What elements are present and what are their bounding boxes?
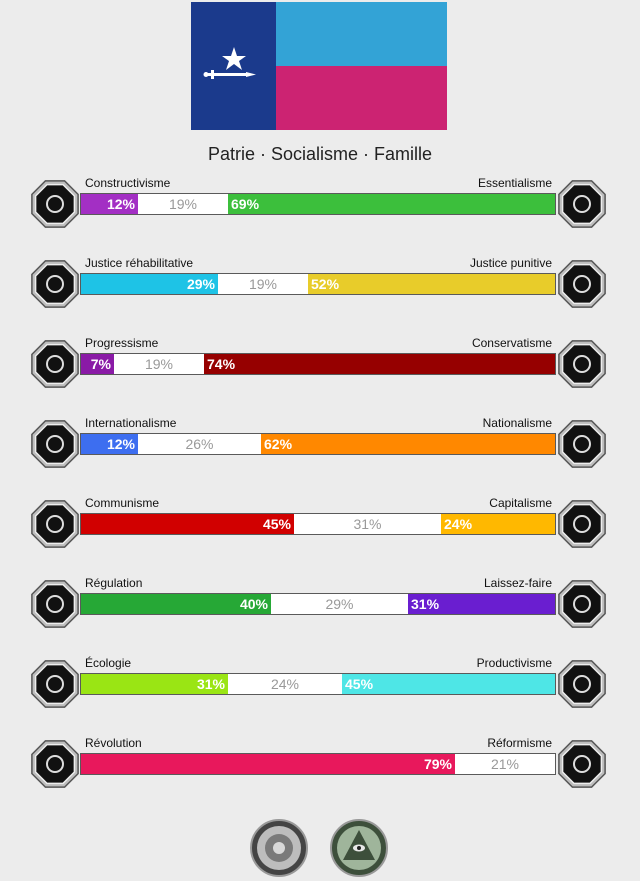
axis-row bbox=[0, 338, 640, 418]
axis-right-label: Capitalisme bbox=[489, 496, 552, 510]
axis-bar bbox=[80, 353, 556, 375]
compass-ruler-icon bbox=[29, 578, 81, 630]
silver-seal-icon bbox=[251, 820, 307, 876]
quill-icon bbox=[556, 338, 608, 390]
axis-bar bbox=[80, 193, 556, 215]
eye-pyramid-seal-icon bbox=[331, 820, 387, 876]
axis-left-label: Communisme bbox=[85, 496, 160, 510]
axis-right-segment: 24% bbox=[441, 514, 555, 534]
comet-icon bbox=[29, 338, 81, 390]
flower-icon bbox=[556, 178, 608, 230]
axis-right-label: Productivisme bbox=[476, 656, 552, 670]
ballot-icon bbox=[556, 738, 608, 790]
axis-bar bbox=[80, 513, 556, 535]
prison-bars-icon bbox=[556, 258, 608, 310]
axis-left-label: Révolution bbox=[85, 736, 142, 750]
axis-row bbox=[0, 418, 640, 498]
axis-mid-segment: 31% bbox=[353, 516, 382, 532]
axis-right-segment: 45% bbox=[342, 674, 555, 694]
handshake-icon bbox=[29, 258, 81, 310]
axis-left-segment: 12% bbox=[81, 434, 138, 454]
seals bbox=[249, 818, 389, 878]
axis-right-segment: 74% bbox=[204, 354, 555, 374]
axis-mid-segment: 19% bbox=[248, 276, 278, 292]
landscape-icon bbox=[29, 658, 81, 710]
axis-right-segment: 62% bbox=[261, 434, 555, 454]
axis-left-segment: 45% bbox=[81, 514, 294, 534]
axis-left-label: Justice réhabilitative bbox=[85, 256, 194, 270]
axis-left-label: Progressisme bbox=[85, 336, 159, 350]
axis-left-segment: 12% bbox=[81, 194, 138, 214]
eye-icon bbox=[29, 178, 81, 230]
axis-left-segment: 29% bbox=[81, 274, 218, 294]
axis-right-segment: 52% bbox=[308, 274, 555, 294]
axis-left-label: Internationalisme bbox=[85, 416, 177, 430]
axis-bar bbox=[80, 433, 556, 455]
axis-mid-segment: 21% bbox=[490, 756, 520, 772]
motto: Patrie · Socialisme · Famille bbox=[207, 144, 433, 164]
axis-row bbox=[0, 498, 640, 578]
axis-right-label: Laissez-faire bbox=[483, 576, 552, 590]
axis-left-segment: 79% bbox=[81, 754, 455, 774]
axis-mid-segment: 19% bbox=[144, 356, 174, 372]
axis-mid-segment: 29% bbox=[325, 596, 354, 612]
axis-row bbox=[0, 738, 640, 818]
axis-mid-segment: 26% bbox=[185, 436, 214, 452]
axis-left-segment: 31% bbox=[81, 674, 228, 694]
axis-mid-segment: 24% bbox=[270, 676, 300, 692]
axis-mid-segment: 19% bbox=[168, 196, 198, 212]
axis-left-segment: 40% bbox=[81, 594, 271, 614]
axis-left-label: Régulation bbox=[85, 576, 143, 590]
globe-icon bbox=[29, 418, 81, 470]
axis-left-segment: 7% bbox=[81, 354, 114, 374]
axis-row bbox=[0, 178, 640, 258]
axis-right-label: Justice punitive bbox=[469, 256, 552, 270]
axis-row bbox=[0, 258, 640, 338]
axis-right-label: Réformisme bbox=[487, 736, 552, 750]
axis-left-label: Écologie bbox=[85, 656, 132, 670]
butterfly-icon bbox=[556, 578, 608, 630]
axis-left-label: Constructivisme bbox=[85, 176, 171, 190]
axis-right-label: Conservatisme bbox=[471, 336, 552, 350]
hammer-sickle-icon bbox=[29, 498, 81, 550]
axis-bar bbox=[80, 673, 556, 695]
money-bag-icon bbox=[556, 498, 608, 550]
axis-bar bbox=[80, 753, 556, 775]
axis-row bbox=[0, 578, 640, 658]
flag-canton bbox=[191, 2, 276, 130]
axis-right-segment: 69% bbox=[228, 194, 555, 214]
axis-right-label: Nationalisme bbox=[482, 416, 552, 430]
axis-right-segment: 31% bbox=[408, 594, 555, 614]
flag-icon bbox=[556, 418, 608, 470]
factory-gear-icon bbox=[556, 658, 608, 710]
axis-bar bbox=[80, 273, 556, 295]
flag bbox=[191, 2, 447, 130]
raised-fist-icon bbox=[29, 738, 81, 790]
axis-row bbox=[0, 658, 640, 738]
axis-bar bbox=[80, 593, 556, 615]
axis-right-label: Essentialisme bbox=[477, 176, 552, 190]
